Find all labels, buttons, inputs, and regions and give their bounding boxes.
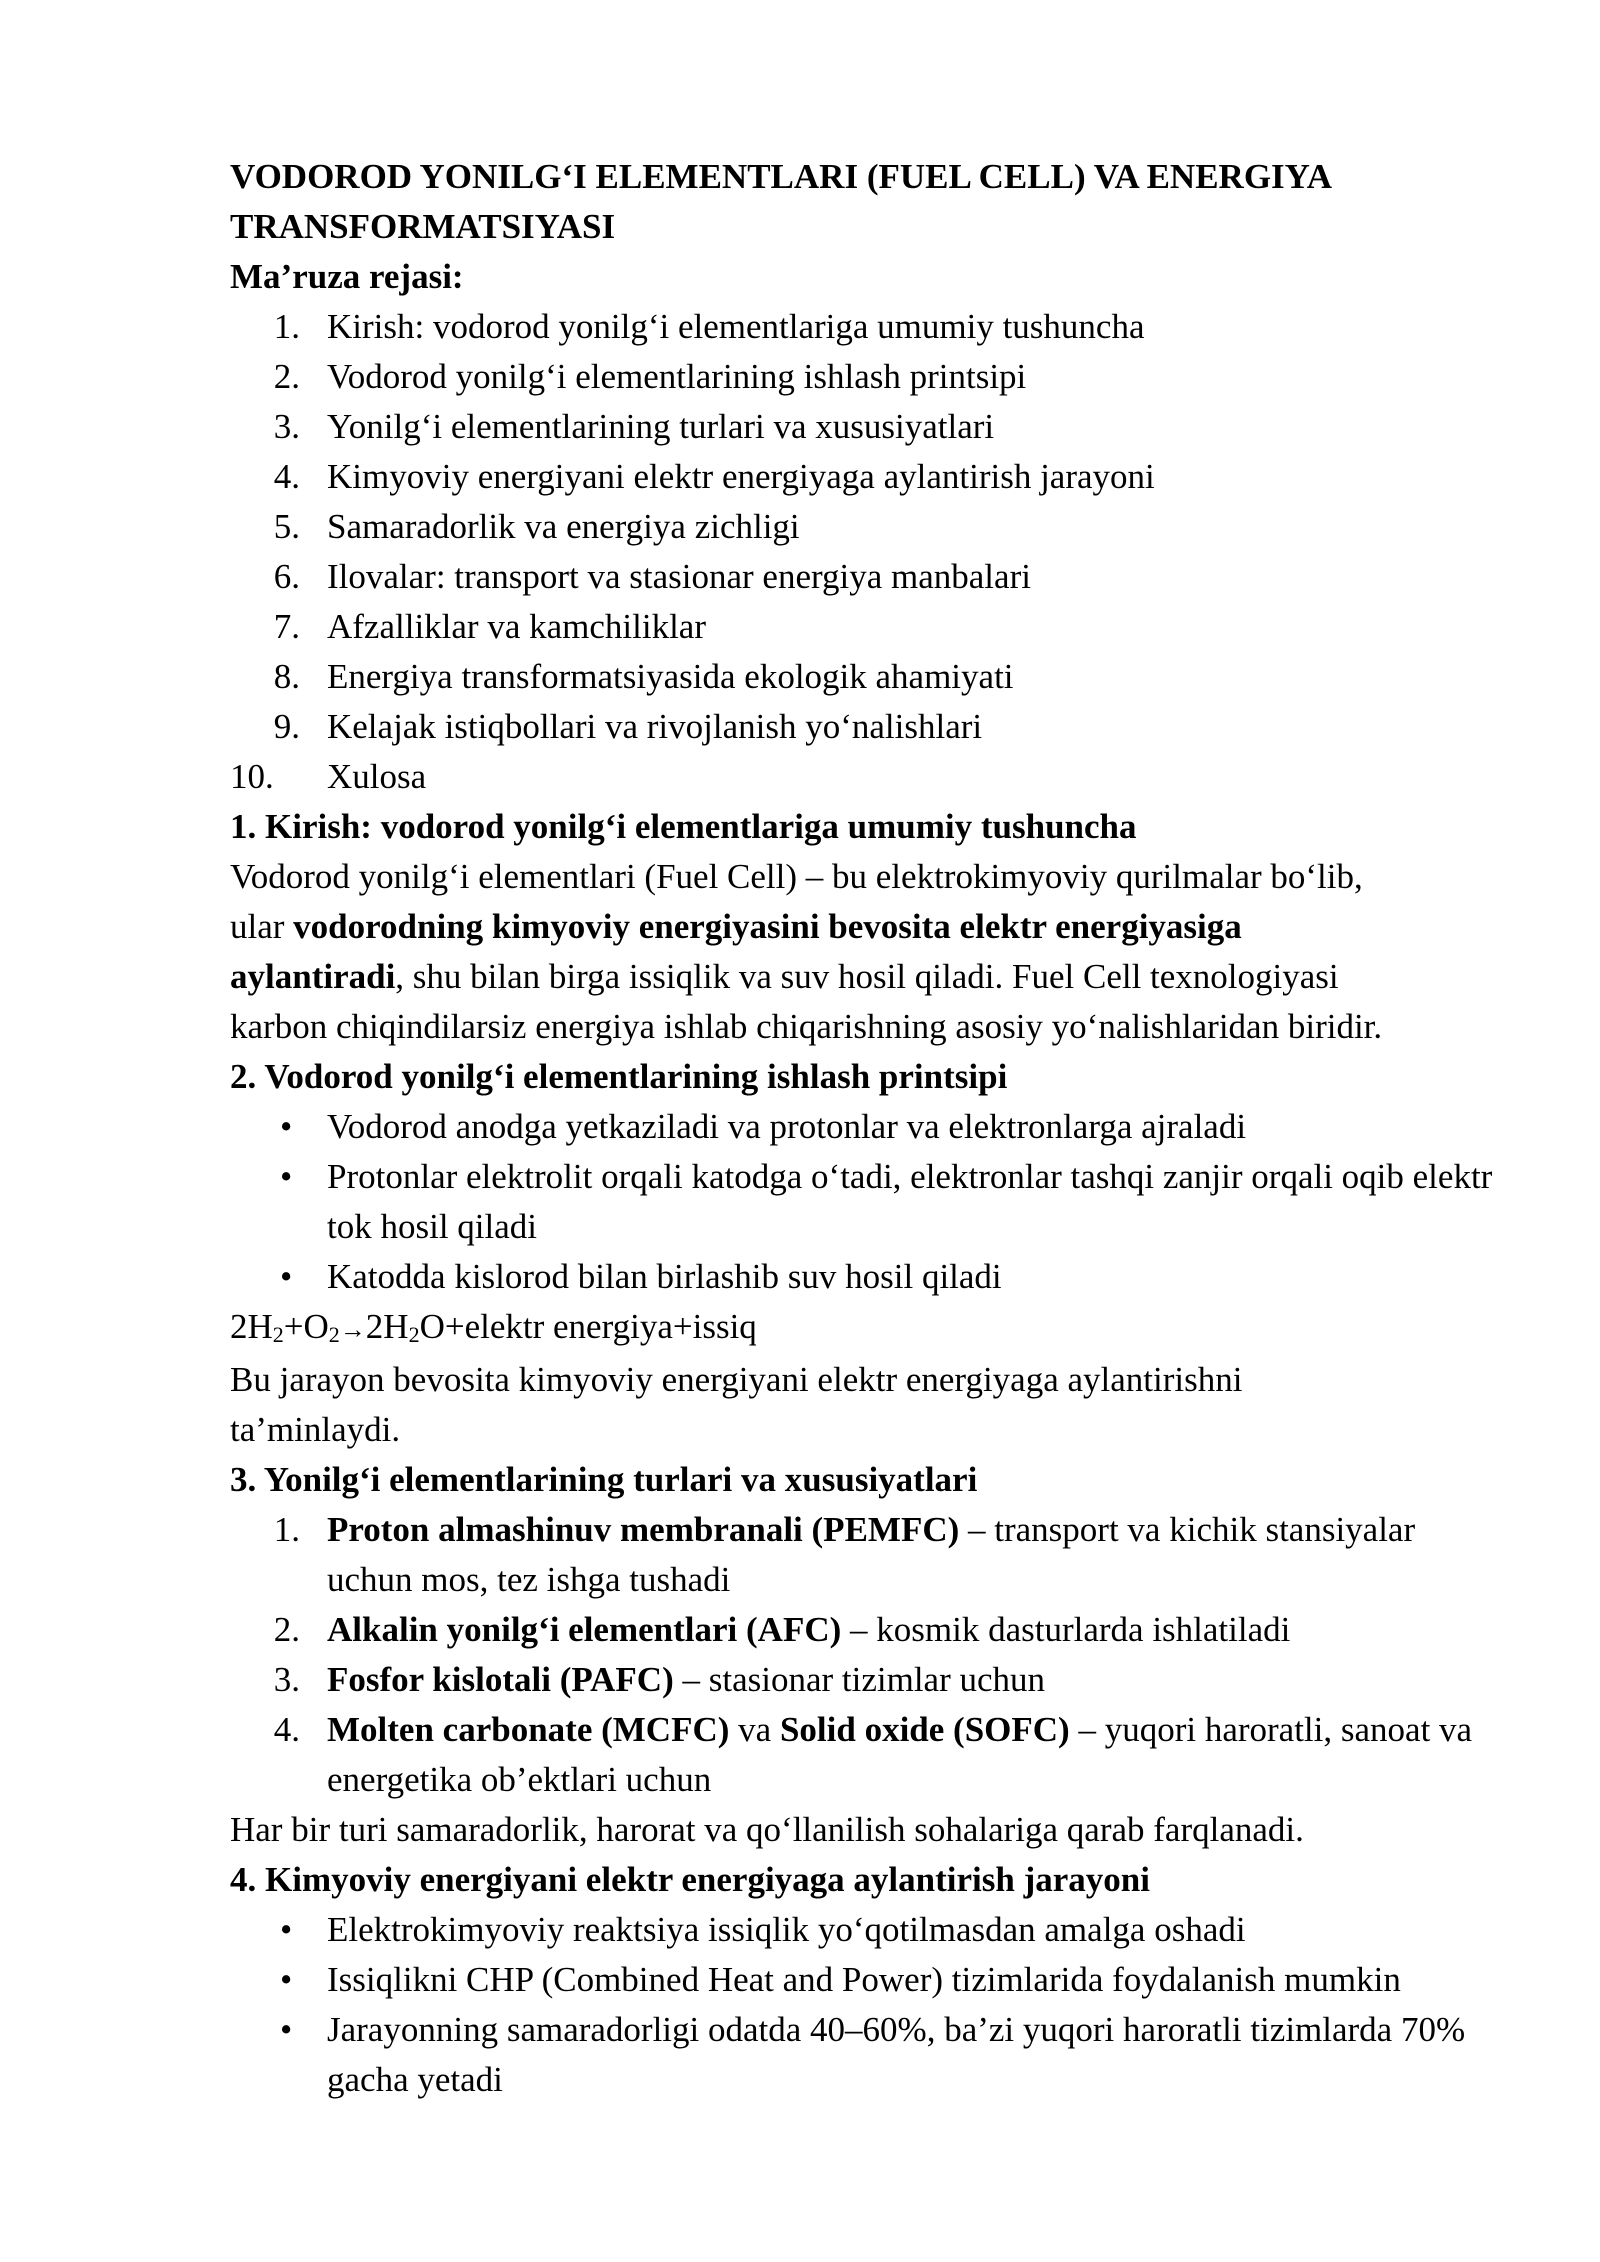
title-line-2: TRANSFORMATSIYASI [230,207,616,246]
fuel-cell-type-item [230,1505,1500,1605]
paragraph-bold-text: aylantiradi [230,957,396,996]
plan-item-text: Kelajak istiqbollari va rivojlanish yo‘nalishlari [327,707,983,746]
fuel-cell-type-item [230,1705,1500,1805]
equation-part: 2H [230,1307,273,1346]
equation-part: O+elektr energiya+issiq [419,1307,757,1346]
plan-item-number: 9. [273,707,300,746]
bullet-icon: • [280,1960,293,1999]
fuel-cell-type-name: Fosfor kislotali (PAFC) [327,1660,674,1699]
section-3-heading: 3. Yonilg‘i elementlarining turlari va xususiyatlari [230,1460,978,1499]
bullet-item [230,1955,1500,2005]
section-1-heading: 1. Kirish: vodorod yonilg‘i elementlariga umumiy tushuncha [230,807,1137,846]
paragraph-bold-text: vodorodning kimyoviy energiyasini bevosita elektr energiyasiga [293,907,1242,946]
plan-item [230,702,1500,752]
fuel-cell-type-name: Proton almashinuv membranali (PEMFC) [327,1510,960,1549]
bullet-text: Jarayonning samaradorligi odatda 40–60%, ba’zi yuqori haroratli tizimlarda 70% gacha yetadi [327,2010,1466,2099]
paragraph-text: Bu jarayon bevosita kimyoviy energiyani elektr energiyaga aylantirishni [230,1360,1243,1399]
section-2-heading: 2. Vodorod yonilg‘i elementlarining ishlash printsipi [230,1057,1008,1096]
section-2-bullets [230,1102,1500,1302]
plan-item [230,552,1500,602]
paragraph-text: Vodorod yonilg‘i elementlari (Fuel Cell) – bu elektrokimyoviy qurilmalar bo‘lib, [230,857,1363,896]
plan-item [230,402,1500,452]
plan-item-number: 4. [273,457,300,496]
plan-item [230,302,1500,352]
bullet-item [230,2005,1500,2105]
plan-item-text: Yonilg‘i elementlarining turlari va xususiyatlari [327,407,995,446]
section-4-heading: 4. Kimyoviy energiyani elektr energiyaga aylantirish jarayoni [230,1860,1150,1899]
arrow-icon: → [339,1315,366,1344]
section-3-paragraph: Har bir turi samaradorlik, harorat va qo‘llanilish sohalariga qarab farqlanadi. [230,1810,1304,1849]
plan-item-text: Vodorod yonilg‘i elementlarining ishlash printsipi [327,357,1027,396]
plan-list [230,302,1500,802]
bullet-icon: • [280,1157,293,1196]
title-line-1: VODOROD YONILG‘I ELEMENTLARI (FUEL CELL) VA ENERGIYA [230,157,1333,196]
bullet-text: Katodda kislorod bilan birlashib suv hosil qiladi [327,1257,1002,1296]
plan-item [230,602,1500,652]
bullet-icon: • [280,1257,293,1296]
plan-item-text: Afzalliklar va kamchiliklar [327,607,707,646]
bullet-text: Protonlar elektrolit orqali katodga o‘tadi, elektronlar tashqi zanjir orqali oqib elektr tok hosil qiladi [327,1157,1493,1246]
plan-item-text: Ilovalar: transport va stasionar energiya manbalari [327,557,1031,596]
equation-subscript: 2 [328,1322,340,1347]
plan-item-text: Kimyoviy energiyani elektr energiyaga aylantirish jarayoni [327,457,1155,496]
equation-part: 2H [365,1307,409,1346]
equation-part: +O [283,1307,329,1346]
section-1-paragraph [230,852,1500,1052]
plan-item-number: 7. [273,607,300,646]
plan-item-text: Kirish: vodorod yonilg‘i elementlariga umumiy tushuncha [327,307,1145,346]
paragraph-text: , shu bilan birga issiqlik va suv hosil qiladi. Fuel Cell texnologiyasi [395,957,1339,996]
section-2-paragraph [230,1355,1500,1455]
plan-item-number: 10. [230,757,274,796]
bullet-item [230,1905,1500,1955]
plan-item-number: 1. [273,307,300,346]
list-number: 1. [273,1510,300,1549]
bullet-item [230,1252,1500,1302]
fuel-cell-type-desc: – stasionar tizimlar uchun [673,1660,1046,1699]
list-number: 3. [273,1660,300,1699]
bullet-item [230,1102,1500,1152]
fuel-cell-type-name: Alkalin yonilg‘i elementlari (AFC) [327,1610,842,1649]
fuel-cell-type-name: Solid oxide (SOFC) [779,1710,1070,1749]
equation-subscript: 2 [408,1322,420,1347]
fuel-cell-type-desc: – yuqori haroratli, sanoat va energetika ob’ektlari uchun [327,1710,1473,1799]
equation-subscript: 2 [272,1322,284,1347]
plan-item-number: 6. [273,557,300,596]
list-number: 4. [273,1710,300,1749]
paragraph-text: ular [230,907,294,946]
list-number: 2. [273,1610,300,1649]
plan-item-text: Samaradorlik va energiya zichligi [327,507,800,546]
bullet-text: Vodorod anodga yetkaziladi va protonlar va elektronlarga ajraladi [327,1107,1247,1146]
bullet-icon: • [280,1910,293,1949]
fuel-cell-type-item [230,1605,1500,1655]
plan-item [230,352,1500,402]
plan-item-number: 3. [273,407,300,446]
plan-item [230,752,1500,802]
plan-item-number: 8. [273,657,300,696]
fuel-cell-type-connector: va [729,1710,780,1749]
section-4-bullets [230,1905,1500,2105]
bullet-item [230,1152,1500,1252]
plan-item-text: Xulosa [327,757,427,796]
plan-heading: Ma’ruza rejasi: [230,257,464,296]
plan-item-number: 2. [273,357,300,396]
fuel-cell-type-item [230,1655,1500,1705]
bullet-icon: • [280,2010,293,2049]
document-title [230,152,1500,252]
bullet-text: Issiqlikni CHP (Combined Heat and Power) tizimlarida foydalanish mumkin [327,1960,1401,1999]
bullet-text: Elektrokimyoviy reaktsiya issiqlik yo‘qotilmasdan amalga oshadi [327,1910,1246,1949]
fuel-cell-type-name: Molten carbonate (MCFC) [327,1710,730,1749]
plan-item-text: Energiya transformatsiyasida ekologik ahamiyati [327,657,1014,696]
fuel-cell-type-desc: – transport va kichik stansiyalar uchun mos, tez ishga tushadi [327,1510,1416,1599]
section-3-list [230,1505,1500,1805]
plan-item [230,452,1500,502]
plan-item [230,502,1500,552]
plan-item-number: 5. [273,507,300,546]
plan-item [230,652,1500,702]
paragraph-text: karbon chiqindilarsiz energiya ishlab chiqarishning asosiy yo‘nalishlaridan biridir. [230,1007,1383,1046]
fuel-cell-type-desc: – kosmik dasturlarda ishlatiladi [841,1610,1291,1649]
chemical-equation [230,1302,1500,1355]
paragraph-text: ta’minlaydi. [230,1410,401,1449]
bullet-icon: • [280,1107,293,1146]
